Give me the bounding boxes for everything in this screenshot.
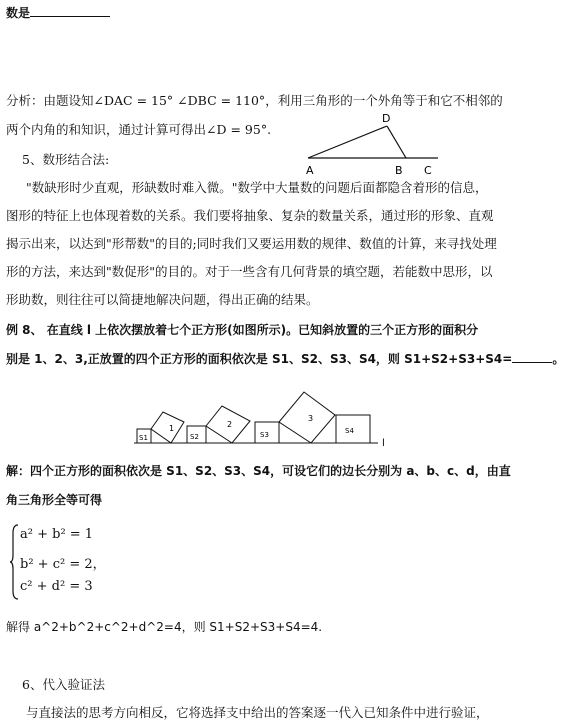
label-c: C: [424, 164, 432, 177]
section-5-title: 5、数形结合法:: [22, 152, 110, 167]
equation-system: [10, 523, 130, 601]
example8-end: 。: [552, 352, 564, 366]
para5-line-5: 形助数，则往往可以简捷地解决问题，得出正确的结果。: [6, 292, 319, 307]
squares-figure: [130, 385, 400, 447]
angle-dbc: ∠DBC = 110°: [177, 93, 266, 108]
para6-line-1: 与直接法的思考方向相反，它将选择支中给出的答案逐一代入已知条件中进行验证，: [26, 705, 489, 720]
para5-line-2: 图形的特征上也体现着数的关系。我们要将抽象、复杂的数量关系，通过形的形象、直观: [6, 208, 494, 223]
equation-1: a² + b² = 1: [20, 527, 94, 542]
tilted-square-1: [151, 412, 184, 443]
analysis-prefix: 分析：由题设知: [6, 93, 94, 108]
label-2: 2: [227, 420, 233, 429]
label-s1: S1: [139, 434, 148, 442]
label-s3: S3: [260, 431, 269, 439]
solution-line-1: 解：四个正方形的面积依次是 S1、S2、S3、S4，可设它们的边长分别为 a、b、c、d，由直: [6, 464, 511, 478]
equation-3: c² + d² = 3: [20, 579, 93, 594]
label-b: B: [395, 164, 403, 177]
label-1: 1: [169, 424, 175, 433]
label-a: A: [306, 164, 314, 177]
para5-line-3: 揭示出来，以达到"形帮数"的目的;同时我们又要运用数的规律、数值的计算，来寻找处理: [6, 236, 497, 251]
line-label-l: l: [382, 438, 385, 449]
label-3: 3: [308, 414, 314, 423]
answer-blank: [30, 4, 110, 17]
label-s4: S4: [345, 427, 354, 435]
angle-dac: ∠DAC = 15°: [93, 93, 174, 108]
left-brace: [10, 523, 20, 601]
example8-blank: [512, 350, 552, 363]
analysis-mid: ，利用三角形的一个外角等于和它不相邻的: [265, 93, 503, 108]
section-6-title: 6、代入验证法: [22, 677, 105, 692]
example8-line-1: 例 8、 在直线 l 上依次摆放着七个正方形(如图所示)。已知斜放置的三个正方形的面积分: [6, 323, 479, 337]
label-s2: S2: [190, 433, 199, 441]
analysis-line2a: 两个内角的和知识，通过计算可得出: [6, 122, 207, 137]
solution-line-2: 角三角形全等可得: [6, 493, 103, 507]
label-d: D: [382, 112, 391, 125]
equation-2: b² + c² = 2，: [20, 557, 106, 572]
para5-line-1: "数缺形时少直观，形缺数时难入微。"数学中大量数的问题后面都隐含着形的信息，: [26, 180, 488, 195]
triangle-figure: [300, 108, 450, 188]
tilted-square-3: [279, 392, 335, 443]
analysis-period: .: [267, 122, 272, 137]
top-line: [6, 4, 516, 22]
example8-line2-text: 别是 1、2、3,正放置的四个正方形的面积依次是 S1、S2、S3、S4，则 S1+S2+S3+S4=: [6, 352, 513, 366]
angle-d-result: ∠D = 95°: [206, 122, 268, 137]
top-label: 数是: [6, 6, 31, 20]
conclusion-line: 解得 a^2+b^2+c^2+d^2=4，则 S1+S2+S3+S4=4.: [6, 620, 323, 634]
example8-line-2: [6, 350, 564, 368]
para5-line-4: 形的方法，来达到"数促形"的目的。对于一些含有几何背景的填空题，若能数中思形，以: [6, 264, 493, 279]
